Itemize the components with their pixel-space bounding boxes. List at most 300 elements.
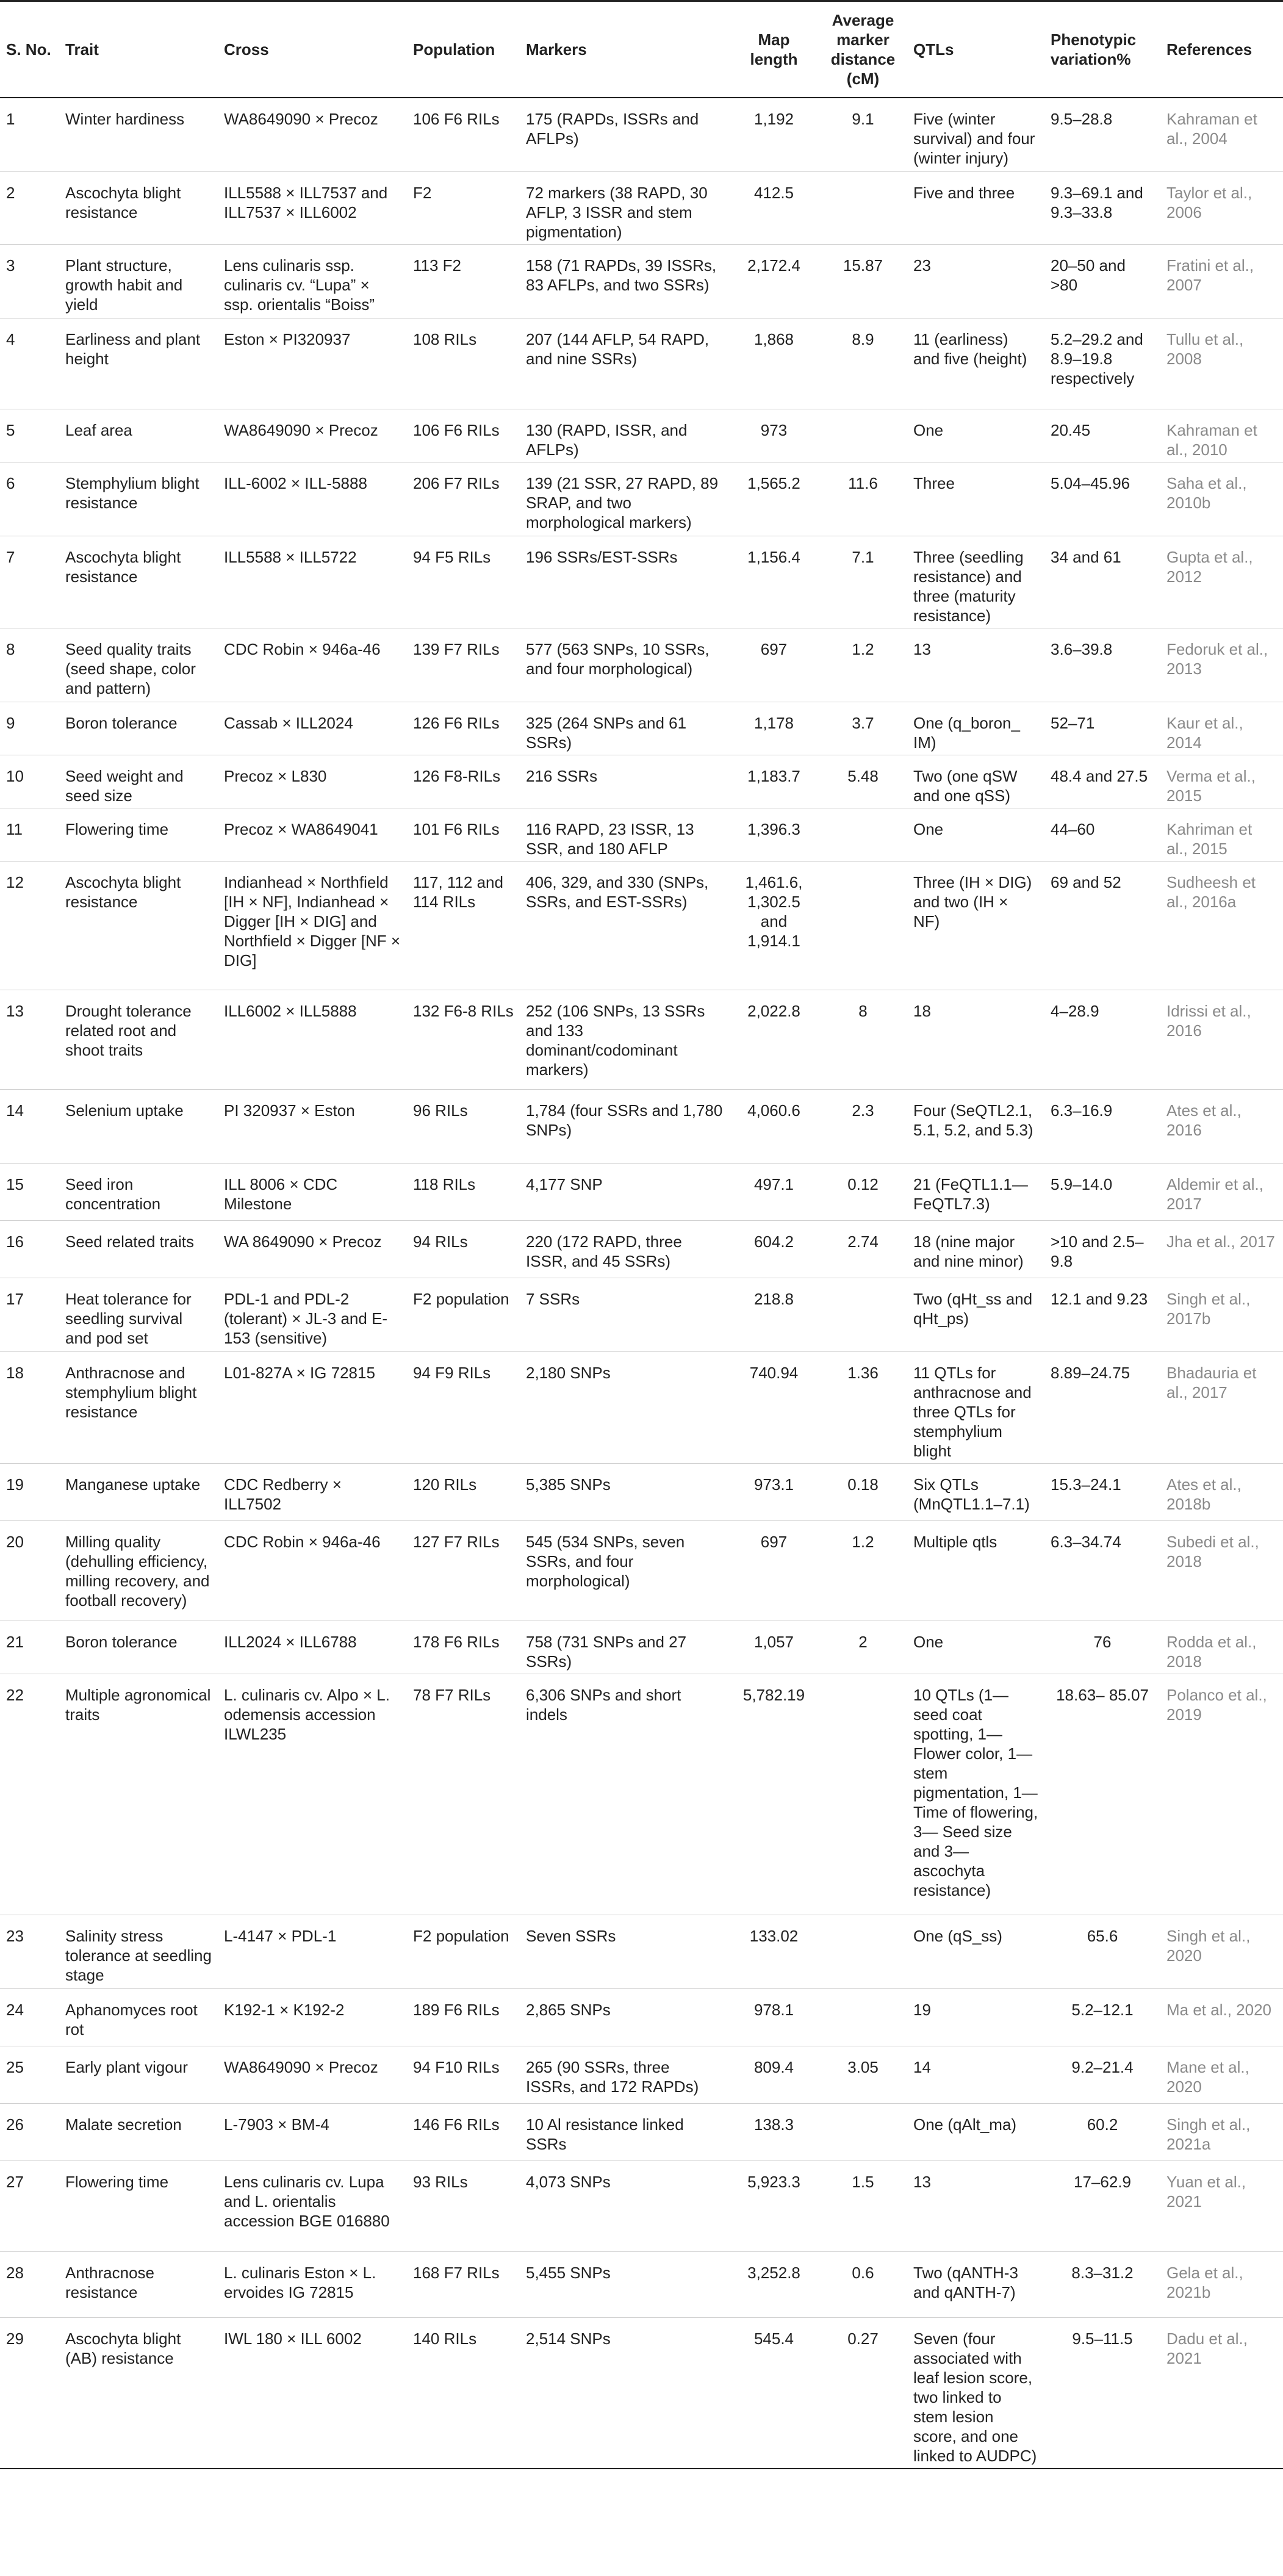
- cell-avg-distance: 7.1: [819, 536, 907, 628]
- cell-trait: Anthracnose resistance: [59, 2252, 218, 2318]
- cell-cross: ILL5588 × ILL5722: [218, 536, 407, 628]
- cell-sno: 7: [0, 536, 59, 628]
- cell-avg-distance: 1.2: [819, 1521, 907, 1621]
- cell-reference: Jha et al., 2017: [1160, 1221, 1283, 1278]
- header-avg-distance: Average marker distance (cM): [819, 1, 907, 98]
- cell-cross: K192-1 × K192-2: [218, 1989, 407, 2046]
- cell-markers: 207 (144 AFLP, 54 RAPD, and nine SSRs): [520, 318, 729, 409]
- cell-population: 140 RILs: [407, 2318, 520, 2469]
- cell-trait: Flowering time: [59, 2161, 218, 2252]
- cell-phenotypic: 9.2–21.4: [1044, 2046, 1160, 2104]
- cell-trait: Seed quality traits (seed shape, color and pattern): [59, 628, 218, 702]
- cell-cross: WA8649090 × Precoz: [218, 98, 407, 172]
- cell-avg-distance: [819, 1989, 907, 2046]
- cell-cross: ILL2024 × ILL6788: [218, 1621, 407, 1674]
- cell-markers: 216 SSRs: [520, 755, 729, 808]
- cell-avg-distance: 2.74: [819, 1221, 907, 1278]
- cell-reference: Sudheesh et al., 2016a: [1160, 862, 1283, 990]
- cell-reference: Polanco et al., 2019: [1160, 1674, 1283, 1915]
- cell-cross: Indianhead × Northfield [IH × NF], Indianhead × Digger [IH × DIG] and Northfield × Digger [NF × DIG]: [218, 862, 407, 990]
- header-references: References: [1160, 1, 1283, 98]
- cell-trait: Ascochyta blight resistance: [59, 536, 218, 628]
- table-row: [0, 462, 1283, 536]
- cell-population: F2 population: [407, 1915, 520, 1989]
- cell-reference: Yuan et al., 2021: [1160, 2161, 1283, 2252]
- cell-cross: Eston × PI320937: [218, 318, 407, 409]
- cell-map-length: 4,060.6: [729, 1090, 819, 1164]
- cell-reference: Gela et al., 2021b: [1160, 2252, 1283, 2318]
- cell-avg-distance: 5.48: [819, 755, 907, 808]
- cell-reference: Aldemir et al., 2017: [1160, 1164, 1283, 1221]
- table-row: [0, 862, 1283, 990]
- cell-trait: Aphanomyces root rot: [59, 1989, 218, 2046]
- cell-phenotypic: 65.6: [1044, 1915, 1160, 1989]
- cell-map-length: 133.02: [729, 1915, 819, 1989]
- cell-trait: Heat tolerance for seedling survival and pod set: [59, 1278, 218, 1352]
- table-row: [0, 1674, 1283, 1915]
- cell-markers: 10 Al resistance linked SSRs: [520, 2104, 729, 2161]
- cell-sno: 8: [0, 628, 59, 702]
- cell-map-length: 1,183.7: [729, 755, 819, 808]
- cell-population: 117, 112 and 114 RILs: [407, 862, 520, 990]
- cell-map-length: 1,461.6, 1,302.5 and 1,914.1: [729, 862, 819, 990]
- cell-sno: 22: [0, 1674, 59, 1915]
- cell-trait: Multiple agronomical traits: [59, 1674, 218, 1915]
- table-row: [0, 536, 1283, 628]
- cell-trait: Plant structure, growth habit and yield: [59, 245, 218, 318]
- cell-avg-distance: 1.2: [819, 628, 907, 702]
- cell-qtls: 11 (earliness) and five (height): [907, 318, 1044, 409]
- cell-sno: 21: [0, 1621, 59, 1674]
- cell-cross: WA8649090 × Precoz: [218, 409, 407, 462]
- cell-markers: 4,177 SNP: [520, 1164, 729, 1221]
- header-phenotypic: Phenotypic variation%: [1044, 1, 1160, 98]
- table-row: [0, 245, 1283, 318]
- cell-reference: Subedi et al., 2018: [1160, 1521, 1283, 1621]
- cell-phenotypic: 5.04–45.96: [1044, 462, 1160, 536]
- cell-reference: Ates et al., 2016: [1160, 1090, 1283, 1164]
- cell-population: 94 F10 RILs: [407, 2046, 520, 2104]
- header-sno: S. No.: [0, 1, 59, 98]
- cell-cross: CDC Robin × 946a-46: [218, 1521, 407, 1621]
- cell-qtls: One: [907, 1621, 1044, 1674]
- cell-phenotypic: 9.5–11.5: [1044, 2318, 1160, 2469]
- cell-phenotypic: 5.9–14.0: [1044, 1164, 1160, 1221]
- cell-map-length: 1,057: [729, 1621, 819, 1674]
- cell-qtls: Three (seedling resistance) and three (maturity resistance): [907, 536, 1044, 628]
- cell-sno: 13: [0, 990, 59, 1090]
- cell-trait: Flowering time: [59, 808, 218, 862]
- cell-cross: L-7903 × BM-4: [218, 2104, 407, 2161]
- cell-markers: 139 (21 SSR, 27 RAPD, 89 SRAP, and two morphological markers): [520, 462, 729, 536]
- cell-map-length: 973.1: [729, 1464, 819, 1521]
- table-row: [0, 2104, 1283, 2161]
- cell-reference: Rodda et al., 2018: [1160, 1621, 1283, 1674]
- table-row: [0, 990, 1283, 1090]
- cell-qtls: Five (winter survival) and four (winter injury): [907, 98, 1044, 172]
- cell-sno: 27: [0, 2161, 59, 2252]
- cell-markers: 7 SSRs: [520, 1278, 729, 1352]
- cell-markers: 545 (534 SNPs, seven SSRs, and four morphological): [520, 1521, 729, 1621]
- cell-cross: PDL-1 and PDL-2 (tolerant) × JL-3 and E-153 (sensitive): [218, 1278, 407, 1352]
- cell-population: 126 F8-RILs: [407, 755, 520, 808]
- table-row: [0, 1221, 1283, 1278]
- cell-trait: Malate secretion: [59, 2104, 218, 2161]
- cell-phenotypic: 8.3–31.2: [1044, 2252, 1160, 2318]
- cell-population: 94 F5 RILs: [407, 536, 520, 628]
- cell-cross: WA 8649090 × Precoz: [218, 1221, 407, 1278]
- cell-cross: WA8649090 × Precoz: [218, 2046, 407, 2104]
- cell-avg-distance: [819, 1674, 907, 1915]
- cell-cross: Precoz × L830: [218, 755, 407, 808]
- cell-map-length: 1,868: [729, 318, 819, 409]
- table-row: [0, 702, 1283, 755]
- cell-qtls: 18 (nine major and nine minor): [907, 1221, 1044, 1278]
- cell-qtls: One: [907, 808, 1044, 862]
- cell-phenotypic: 17–62.9: [1044, 2161, 1160, 2252]
- cell-qtls: 10 QTLs (1— seed coat spotting, 1— Flower color, 1—stem pigmentation, 1—Time of flowering, 3— Seed size and 3—ascochyta resistance): [907, 1674, 1044, 1915]
- cell-qtls: Two (one qSW and one qSS): [907, 755, 1044, 808]
- cell-qtls: One (q_boron_ IM): [907, 702, 1044, 755]
- cell-map-length: 218.8: [729, 1278, 819, 1352]
- cell-markers: 406, 329, and 330 (SNPs, SSRs, and EST-SSRs): [520, 862, 729, 990]
- cell-qtls: One: [907, 409, 1044, 462]
- cell-markers: 577 (563 SNPs, 10 SSRs, and four morphological): [520, 628, 729, 702]
- cell-population: 132 F6-8 RILs: [407, 990, 520, 1090]
- cell-trait: Ascochyta blight (AB) resistance: [59, 2318, 218, 2469]
- cell-markers: 6,306 SNPs and short indels: [520, 1674, 729, 1915]
- cell-avg-distance: 1.5: [819, 2161, 907, 2252]
- table-row: [0, 2252, 1283, 2318]
- cell-avg-distance: [819, 409, 907, 462]
- cell-markers: 196 SSRs/EST-SSRs: [520, 536, 729, 628]
- cell-reference: Mane et al., 2020: [1160, 2046, 1283, 2104]
- cell-trait: Leaf area: [59, 409, 218, 462]
- cell-markers: 175 (RAPDs, ISSRs and AFLPs): [520, 98, 729, 172]
- cell-sno: 14: [0, 1090, 59, 1164]
- cell-phenotypic: 52–71: [1044, 702, 1160, 755]
- cell-phenotypic: 5.2–29.2 and 8.9–19.8 respectively: [1044, 318, 1160, 409]
- cell-trait: Salinity stress tolerance at seedling stage: [59, 1915, 218, 1989]
- cell-avg-distance: 0.12: [819, 1164, 907, 1221]
- cell-population: 168 F7 RILs: [407, 2252, 520, 2318]
- cell-qtls: 18: [907, 990, 1044, 1090]
- cell-map-length: 604.2: [729, 1221, 819, 1278]
- cell-phenotypic: 8.89–24.75: [1044, 1352, 1160, 1464]
- cell-qtls: Multiple qtls: [907, 1521, 1044, 1621]
- cell-reference: Saha et al., 2010b: [1160, 462, 1283, 536]
- cell-trait: Manganese uptake: [59, 1464, 218, 1521]
- cell-cross: IWL 180 × ILL 6002: [218, 2318, 407, 2469]
- cell-cross: L. culinaris cv. Alpo × L. odemensis accession ILWL235: [218, 1674, 407, 1915]
- cell-sno: 9: [0, 702, 59, 755]
- cell-population: 146 F6 RILs: [407, 2104, 520, 2161]
- cell-markers: 252 (106 SNPs, 13 SSRs and 133 dominant/codominant markers): [520, 990, 729, 1090]
- cell-sno: 29: [0, 2318, 59, 2469]
- cell-map-length: 809.4: [729, 2046, 819, 2104]
- table-row: [0, 1621, 1283, 1674]
- cell-sno: 3: [0, 245, 59, 318]
- cell-population: 93 RILs: [407, 2161, 520, 2252]
- table-row: [0, 2046, 1283, 2104]
- cell-sno: 25: [0, 2046, 59, 2104]
- cell-reference: Taylor et al., 2006: [1160, 172, 1283, 245]
- cell-qtls: 19: [907, 1989, 1044, 2046]
- cell-trait: Winter hardiness: [59, 98, 218, 172]
- cell-population: 94 F9 RILs: [407, 1352, 520, 1464]
- cell-markers: 5,385 SNPs: [520, 1464, 729, 1521]
- cell-markers: Seven SSRs: [520, 1915, 729, 1989]
- cell-qtls: 23: [907, 245, 1044, 318]
- cell-map-length: 5,923.3: [729, 2161, 819, 2252]
- cell-cross: ILL6002 × ILL5888: [218, 990, 407, 1090]
- table-row: [0, 1464, 1283, 1521]
- cell-cross: CDC Redberry × ILL7502: [218, 1464, 407, 1521]
- cell-cross: PI 320937 × Eston: [218, 1090, 407, 1164]
- cell-population: 120 RILs: [407, 1464, 520, 1521]
- cell-cross: Cassab × ILL2024: [218, 702, 407, 755]
- header-population: Population: [407, 1, 520, 98]
- table-header-row: [0, 1, 1283, 98]
- cell-map-length: 1,156.4: [729, 536, 819, 628]
- cell-cross: L-4147 × PDL-1: [218, 1915, 407, 1989]
- table-row: [0, 409, 1283, 462]
- cell-markers: 130 (RAPD, ISSR, and AFLPs): [520, 409, 729, 462]
- table-row: [0, 1278, 1283, 1352]
- cell-trait: Ascochyta blight resistance: [59, 862, 218, 990]
- cell-map-length: 973: [729, 409, 819, 462]
- cell-reference: Singh et al., 2017b: [1160, 1278, 1283, 1352]
- cell-map-length: 1,565.2: [729, 462, 819, 536]
- cell-phenotypic: 20.45: [1044, 409, 1160, 462]
- cell-population: 96 RILs: [407, 1090, 520, 1164]
- cell-trait: Drought tolerance related root and shoot traits: [59, 990, 218, 1090]
- cell-avg-distance: 9.1: [819, 98, 907, 172]
- table-row: [0, 1352, 1283, 1464]
- cell-avg-distance: 8.9: [819, 318, 907, 409]
- cell-cross: ILL5588 × ILL7537 and ILL7537 × ILL6002: [218, 172, 407, 245]
- cell-phenotypic: 6.3–34.74: [1044, 1521, 1160, 1621]
- cell-trait: Seed weight and seed size: [59, 755, 218, 808]
- cell-markers: 2,514 SNPs: [520, 2318, 729, 2469]
- cell-phenotypic: 9.5–28.8: [1044, 98, 1160, 172]
- cell-map-length: 697: [729, 628, 819, 702]
- cell-population: 178 F6 RILs: [407, 1621, 520, 1674]
- cell-qtls: 11 QTLs for anthracnose and three QTLs for stemphylium blight: [907, 1352, 1044, 1464]
- cell-phenotypic: 15.3–24.1: [1044, 1464, 1160, 1521]
- header-qtls: QTLs: [907, 1, 1044, 98]
- cell-phenotypic: 76: [1044, 1621, 1160, 1674]
- cell-map-length: 697: [729, 1521, 819, 1621]
- cell-qtls: Two (qHt_ss and qHt_ps): [907, 1278, 1044, 1352]
- table-row: [0, 1989, 1283, 2046]
- table-row: [0, 98, 1283, 172]
- cell-population: 78 F7 RILs: [407, 1674, 520, 1915]
- cell-markers: 116 RAPD, 23 ISSR, 13 SSR, and 180 AFLP: [520, 808, 729, 862]
- table-row: [0, 1521, 1283, 1621]
- cell-sno: 5: [0, 409, 59, 462]
- cell-reference: Singh et al., 2021a: [1160, 2104, 1283, 2161]
- cell-population: 118 RILs: [407, 1164, 520, 1221]
- cell-cross: Lens culinaris cv. Lupa and L. orientalis accession BGE 016880: [218, 2161, 407, 2252]
- cell-map-length: 1,178: [729, 702, 819, 755]
- cell-population: 127 F7 RILs: [407, 1521, 520, 1621]
- cell-avg-distance: 8: [819, 990, 907, 1090]
- table-row: [0, 1164, 1283, 1221]
- cell-map-length: 412.5: [729, 172, 819, 245]
- cell-phenotypic: 4–28.9: [1044, 990, 1160, 1090]
- table-row: [0, 755, 1283, 808]
- cell-phenotypic: 48.4 and 27.5: [1044, 755, 1160, 808]
- cell-phenotypic: 44–60: [1044, 808, 1160, 862]
- cell-markers: 1,784 (four SSRs and 1,780 SNPs): [520, 1090, 729, 1164]
- cell-markers: 5,455 SNPs: [520, 2252, 729, 2318]
- cell-map-length: 497.1: [729, 1164, 819, 1221]
- cell-map-length: 2,022.8: [729, 990, 819, 1090]
- cell-markers: 2,180 SNPs: [520, 1352, 729, 1464]
- cell-reference: Kahraman et al., 2004: [1160, 98, 1283, 172]
- cell-avg-distance: 1.36: [819, 1352, 907, 1464]
- cell-trait: Boron tolerance: [59, 1621, 218, 1674]
- table-row: [0, 2318, 1283, 2469]
- cell-avg-distance: [819, 862, 907, 990]
- cell-population: 106 F6 RILs: [407, 409, 520, 462]
- cell-population: 126 F6 RILs: [407, 702, 520, 755]
- cell-reference: Kahraman et al., 2010: [1160, 409, 1283, 462]
- cell-population: F2: [407, 172, 520, 245]
- cell-reference: Kaur et al., 2014: [1160, 702, 1283, 755]
- cell-avg-distance: 0.27: [819, 2318, 907, 2469]
- cell-qtls: Three (IH × DIG) and two (IH × NF): [907, 862, 1044, 990]
- cell-reference: Verma et al., 2015: [1160, 755, 1283, 808]
- cell-sno: 15: [0, 1164, 59, 1221]
- cell-markers: 72 markers (38 RAPD, 30 AFLP, 3 ISSR and stem pigmentation): [520, 172, 729, 245]
- cell-population: 139 F7 RILs: [407, 628, 520, 702]
- cell-qtls: Five and three: [907, 172, 1044, 245]
- cell-population: 106 F6 RILs: [407, 98, 520, 172]
- cell-reference: Ma et al., 2020: [1160, 1989, 1283, 2046]
- cell-qtls: One (qS_ss): [907, 1915, 1044, 1989]
- cell-qtls: 14: [907, 2046, 1044, 2104]
- cell-avg-distance: 0.6: [819, 2252, 907, 2318]
- cell-qtls: Four (SeQTL2.1, 5.1, 5.2, and 5.3): [907, 1090, 1044, 1164]
- cell-sno: 20: [0, 1521, 59, 1621]
- cell-map-length: 3,252.8: [729, 2252, 819, 2318]
- cell-trait: Selenium uptake: [59, 1090, 218, 1164]
- table-row: [0, 2161, 1283, 2252]
- cell-map-length: 740.94: [729, 1352, 819, 1464]
- cell-avg-distance: [819, 2104, 907, 2161]
- cell-phenotypic: 9.3–69.1 and 9.3–33.8: [1044, 172, 1160, 245]
- cell-trait: Seed iron concentration: [59, 1164, 218, 1221]
- header-trait: Trait: [59, 1, 218, 98]
- cell-map-length: 545.4: [729, 2318, 819, 2469]
- cell-map-length: 1,192: [729, 98, 819, 172]
- cell-reference: Idrissi et al., 2016: [1160, 990, 1283, 1090]
- cell-reference: Tullu et al., 2008: [1160, 318, 1283, 409]
- cell-sno: 17: [0, 1278, 59, 1352]
- cell-population: 206 F7 RILs: [407, 462, 520, 536]
- cell-markers: 220 (172 RAPD, three ISSR, and 45 SSRs): [520, 1221, 729, 1278]
- cell-avg-distance: 11.6: [819, 462, 907, 536]
- cell-trait: Ascochyta blight resistance: [59, 172, 218, 245]
- cell-phenotypic: 69 and 52: [1044, 862, 1160, 990]
- cell-population: 94 RILs: [407, 1221, 520, 1278]
- cell-cross: ILL-6002 × ILL-5888: [218, 462, 407, 536]
- cell-phenotypic: 12.1 and 9.23: [1044, 1278, 1160, 1352]
- cell-sno: 2: [0, 172, 59, 245]
- cell-qtls: Seven (four associated with leaf lesion score, two linked to stem lesion score, and one linked to AUDPC): [907, 2318, 1044, 2469]
- cell-sno: 4: [0, 318, 59, 409]
- table-row: [0, 172, 1283, 245]
- cell-population: 189 F6 RILs: [407, 1989, 520, 2046]
- cell-reference: Gupta et al., 2012: [1160, 536, 1283, 628]
- cell-reference: Dadu et al., 2021: [1160, 2318, 1283, 2469]
- cell-trait: Earliness and plant height: [59, 318, 218, 409]
- cell-map-length: 1,396.3: [729, 808, 819, 862]
- cell-sno: 10: [0, 755, 59, 808]
- cell-reference: Ates et al., 2018b: [1160, 1464, 1283, 1521]
- header-markers: Markers: [520, 1, 729, 98]
- header-map-length: Map length: [729, 1, 819, 98]
- cell-avg-distance: [819, 808, 907, 862]
- cell-markers: 265 (90 SSRs, three ISSRs, and 172 RAPDs): [520, 2046, 729, 2104]
- cell-cross: Lens culinaris ssp. culinaris cv. “Lupa” × ssp. orientalis “Boiss”: [218, 245, 407, 318]
- cell-markers: 325 (264 SNPs and 61 SSRs): [520, 702, 729, 755]
- cell-population: 108 RILs: [407, 318, 520, 409]
- header-cross: Cross: [218, 1, 407, 98]
- cell-avg-distance: 3.05: [819, 2046, 907, 2104]
- table-row: [0, 628, 1283, 702]
- cell-phenotypic: 6.3–16.9: [1044, 1090, 1160, 1164]
- cell-qtls: Two (qANTH-3 and qANTH-7): [907, 2252, 1044, 2318]
- cell-cross: ILL 8006 × CDC Milestone: [218, 1164, 407, 1221]
- cell-sno: 28: [0, 2252, 59, 2318]
- cell-qtls: 13: [907, 628, 1044, 702]
- cell-reference: Singh et al., 2020: [1160, 1915, 1283, 1989]
- cell-map-length: 5,782.19: [729, 1674, 819, 1915]
- cell-qtls: 13: [907, 2161, 1044, 2252]
- cell-phenotypic: >10 and 2.5–9.8: [1044, 1221, 1160, 1278]
- cell-avg-distance: 3.7: [819, 702, 907, 755]
- cell-trait: Anthracnose and stemphylium blight resistance: [59, 1352, 218, 1464]
- cell-qtls: 21 (FeQTL1.1— FeQTL7.3): [907, 1164, 1044, 1221]
- cell-reference: Kahriman et al., 2015: [1160, 808, 1283, 862]
- cell-sno: 18: [0, 1352, 59, 1464]
- cell-avg-distance: [819, 172, 907, 245]
- cell-sno: 6: [0, 462, 59, 536]
- cell-sno: 11: [0, 808, 59, 862]
- cell-cross: Precoz × WA8649041: [218, 808, 407, 862]
- cell-reference: Fedoruk et al., 2013: [1160, 628, 1283, 702]
- cell-avg-distance: [819, 1915, 907, 1989]
- cell-markers: 4,073 SNPs: [520, 2161, 729, 2252]
- table-row: [0, 1090, 1283, 1164]
- cell-sno: 23: [0, 1915, 59, 1989]
- cell-sno: 19: [0, 1464, 59, 1521]
- cell-map-length: 138.3: [729, 2104, 819, 2161]
- cell-avg-distance: [819, 1278, 907, 1352]
- cell-phenotypic: 34 and 61: [1044, 536, 1160, 628]
- cell-reference: Fratini et al., 2007: [1160, 245, 1283, 318]
- cell-cross: L. culinaris Eston × L. ervoides IG 72815: [218, 2252, 407, 2318]
- cell-phenotypic: 3.6–39.8: [1044, 628, 1160, 702]
- cell-trait: Stemphylium blight resistance: [59, 462, 218, 536]
- cell-sno: 24: [0, 1989, 59, 2046]
- cell-sno: 26: [0, 2104, 59, 2161]
- cell-phenotypic: 5.2–12.1: [1044, 1989, 1160, 2046]
- cell-markers: 2,865 SNPs: [520, 1989, 729, 2046]
